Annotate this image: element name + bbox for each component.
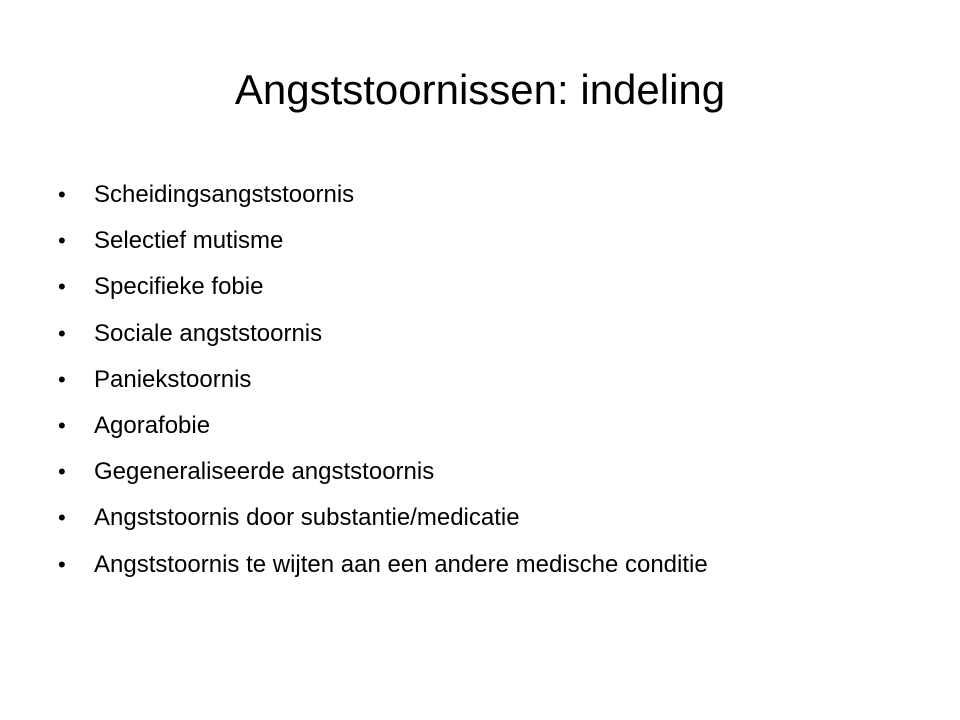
bullet-list [58,172,928,588]
list-item [58,449,928,495]
list-item-text: Specifieke fobie [94,273,264,301]
list-item-text: Angststoornis te wijten aan een andere medische conditie [94,550,708,578]
list-item-text: Sociale angststoornis [94,319,323,347]
bullet-icon: • [58,413,66,439]
list-item-text: Scheidingsangststoornis [94,181,355,209]
list-item [58,311,928,357]
list-item-text: Paniekstoornis [94,365,252,393]
slide-title: Angststoornissen: indeling [234,66,726,113]
list-item-text: Gegeneraliseerde angststoornis [94,458,435,486]
list-item [58,172,928,218]
list-item [58,218,928,264]
list-item-text: Agorafobie [94,412,211,440]
list-item [58,403,928,449]
list-item [58,357,928,403]
bullet-icon: • [58,459,66,485]
bullet-icon: • [58,366,66,392]
bullet-icon: • [58,551,66,577]
list-item-text: Selectief mutisme [94,227,284,255]
bullet-icon: • [58,505,66,531]
bullet-icon: • [58,274,66,300]
list-item-text: Angststoornis door substantie/medicatie [94,504,520,532]
bullet-icon: • [58,320,66,346]
list-item [58,495,928,541]
list-item [58,542,928,588]
bullet-icon: • [58,228,66,254]
list-item [58,264,928,310]
bullet-icon: • [58,182,66,208]
